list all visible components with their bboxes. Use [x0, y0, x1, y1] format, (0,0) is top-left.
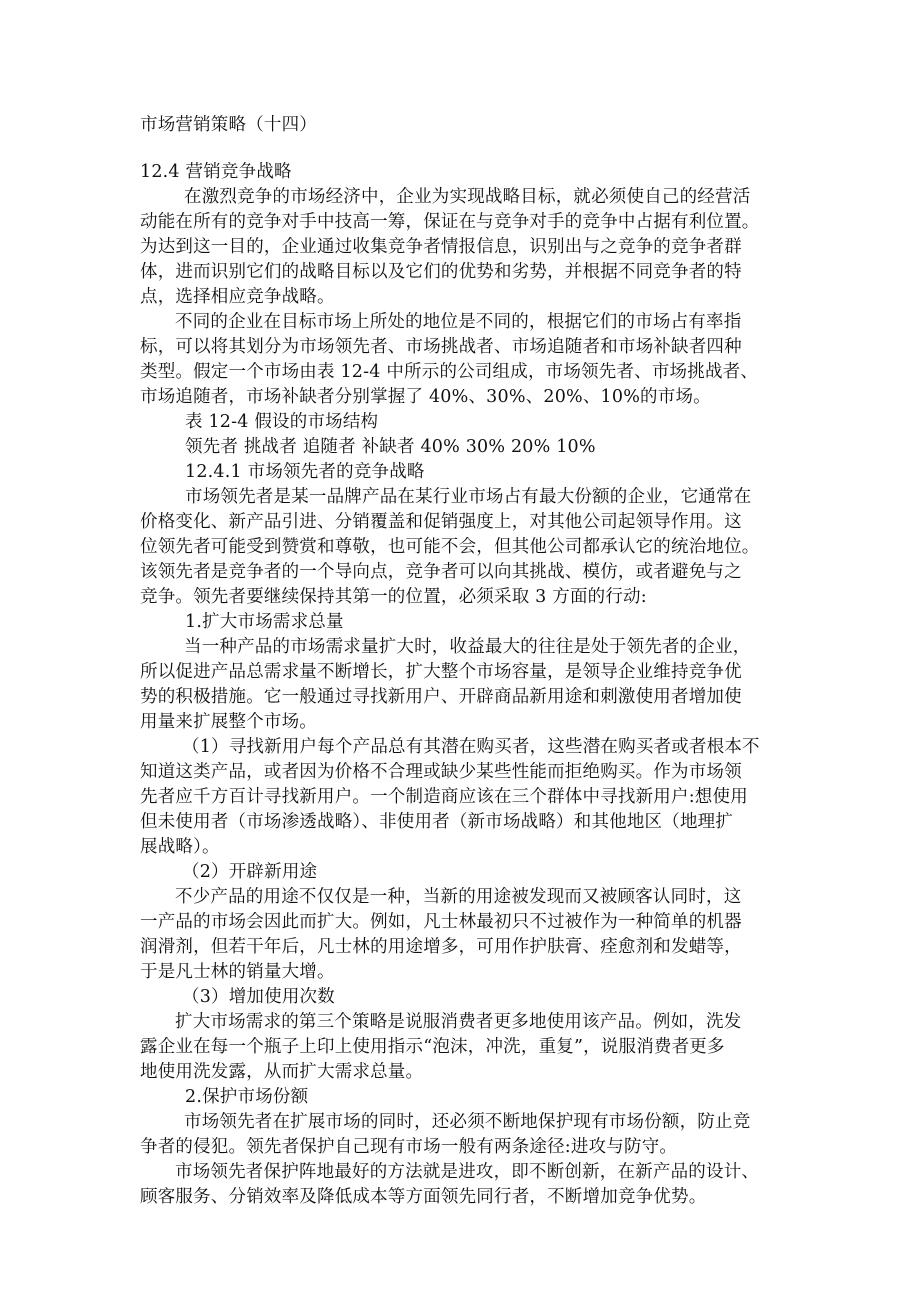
paragraph-line: 价格变化、新产品引进、分销覆盖和促销强度上，对其他公司起领导作用。这 [140, 512, 742, 532]
paragraph-line: 在激烈竞争的市场经济中，企业为实现战略目标，就必须使自己的经营活 [184, 187, 751, 207]
paragraph-line: 所以促进产品总需求量不断增长，扩大整个市场容量，是领导企业维持竞争优 [140, 662, 742, 682]
paragraph-line: 不同的企业在目标市场上所处的地位是不同的，根据它们的市场占有率指 [175, 312, 742, 332]
paragraph-line: 市场追随者，市场补缺者分别掌握了 40%、30%、20%、10%的市场。 [140, 387, 711, 407]
document-title: 市场营销策略（十四） [140, 115, 317, 135]
paragraph-line: 动能在所有的竞争对手中技高一筹，保证在与竞争对手的竞争中占据有利位置。 [140, 212, 760, 232]
table-content: 领先者 挑战者 追随者 补缺者 40% 30% 20% 10% [185, 437, 596, 457]
section-heading: 12.4 营销竞争战略 [140, 162, 292, 182]
paragraph-line: 于是凡士林的销量大增。 [140, 962, 335, 982]
paragraph-line: 标，可以将其划分为市场领先者、市场挑战者、市场追随者和市场补缺者四种 [140, 337, 742, 357]
paragraph-line: 竞争。领先者要继续保持其第一的位置，必须采取 3 方面的行动: [140, 587, 647, 607]
paragraph-line: 顾客服务、分销效率及降低成本等方面领先同行者，不断增加竞争优势。 [140, 1187, 707, 1207]
paragraph-line: 扩大市场需求的第三个策略是说服消费者更多地使用该产品。例如，洗发 [175, 1012, 742, 1032]
paragraph-line: 露企业在每一个瓶子上印上使用指示“泡沫，冲洗，重复”，说服消费者更多 [140, 1037, 725, 1057]
paragraph-line: 但未使用者（市场渗透战略）、非使用者（新市场战略）和其他地区（地理扩 [140, 812, 734, 832]
paragraph-line: （1）寻找新用户每个产品总有其潜在购买者，这些潜在购买者或者根本不 [182, 737, 760, 757]
paragraph-line: 位领先者可能受到赞赏和尊敬，也可能不会，但其他公司都承认它的统治地位。 [140, 537, 760, 557]
paragraph-line: 市场领先者是某一品牌产品在某行业市场占有最大份额的企业，它通常在 [185, 487, 752, 507]
paragraph-line: 润滑剂，但若干年后，凡士林的用途增多，可用作护肤膏、痊愈剂和发蜡等， [140, 937, 742, 957]
paragraph-line: 用量来扩展整个市场。 [140, 712, 317, 732]
paragraph-line: 类型。假定一个市场由表 12-4 中所示的公司组成，市场领先者、市场挑战者、 [140, 362, 759, 382]
paragraph-line: 地使用洗发露，从而扩大需求总量。 [140, 1062, 424, 1082]
paragraph-line: 为达到这一目的，企业通过收集竞争者情报信息，识别出与之竞争的竞争者群 [140, 237, 742, 257]
subsection-heading: （2）开辟新用途 [182, 862, 318, 882]
subsection-heading: 12.4.1 市场领先者的竞争战略 [185, 462, 425, 482]
paragraph-line: 市场领先者在扩展市场的同时，还必须不断地保护现有市场份额，防止竞 [184, 1112, 751, 1132]
paragraph-line: 该领先者是竞争者的一个导向点，竞争者可以向其挑战、模仿，或者避免与之 [140, 562, 742, 582]
paragraph-line: 体，进而识别它们的战略目标以及它们的优势和劣势，并根据不同竞争者的特 [140, 262, 742, 282]
paragraph-line: 势的积极措施。它一般通过寻找新用户、开辟商品新用途和刺激使用者增加使 [140, 687, 742, 707]
subsection-heading: 1.扩大市场需求总量 [185, 612, 344, 632]
paragraph-line: 先者应千方百计寻找新用户。一个制造商应该在三个群体中寻找新用户:想使用 [140, 787, 748, 807]
table-caption: 表 12-4 假设的市场结构 [185, 412, 379, 432]
subsection-heading: 2.保护市场份额 [185, 1087, 309, 1107]
paragraph-line: 争者的侵犯。领先者保护自己现有市场一般有两条途径:进攻与防守。 [140, 1137, 678, 1157]
paragraph-line: 不少产品的用途不仅仅是一种，当新的用途被发现而又被顾客认同时，这 [175, 887, 742, 907]
paragraph-line: 一产品的市场会因此而扩大。例如，凡士林最初只不过被作为一种简单的机器 [140, 912, 742, 932]
paragraph-line: 展战略）。 [140, 837, 220, 857]
paragraph-line: 当一种产品的市场需求量扩大时，收益最大的往往是处于领先者的企业， [184, 637, 751, 657]
paragraph-line: 市场领先者保护阵地最好的方法就是进攻，即不断创新，在新产品的设计、 [175, 1162, 760, 1182]
paragraph-line: 点，选择相应竞争战略。 [140, 287, 335, 307]
subsection-heading: （3）增加使用次数 [182, 987, 335, 1007]
paragraph-line: 知道这类产品，或者因为价格不合理或缺少某些性能而拒绝购买。作为市场领 [140, 762, 742, 782]
